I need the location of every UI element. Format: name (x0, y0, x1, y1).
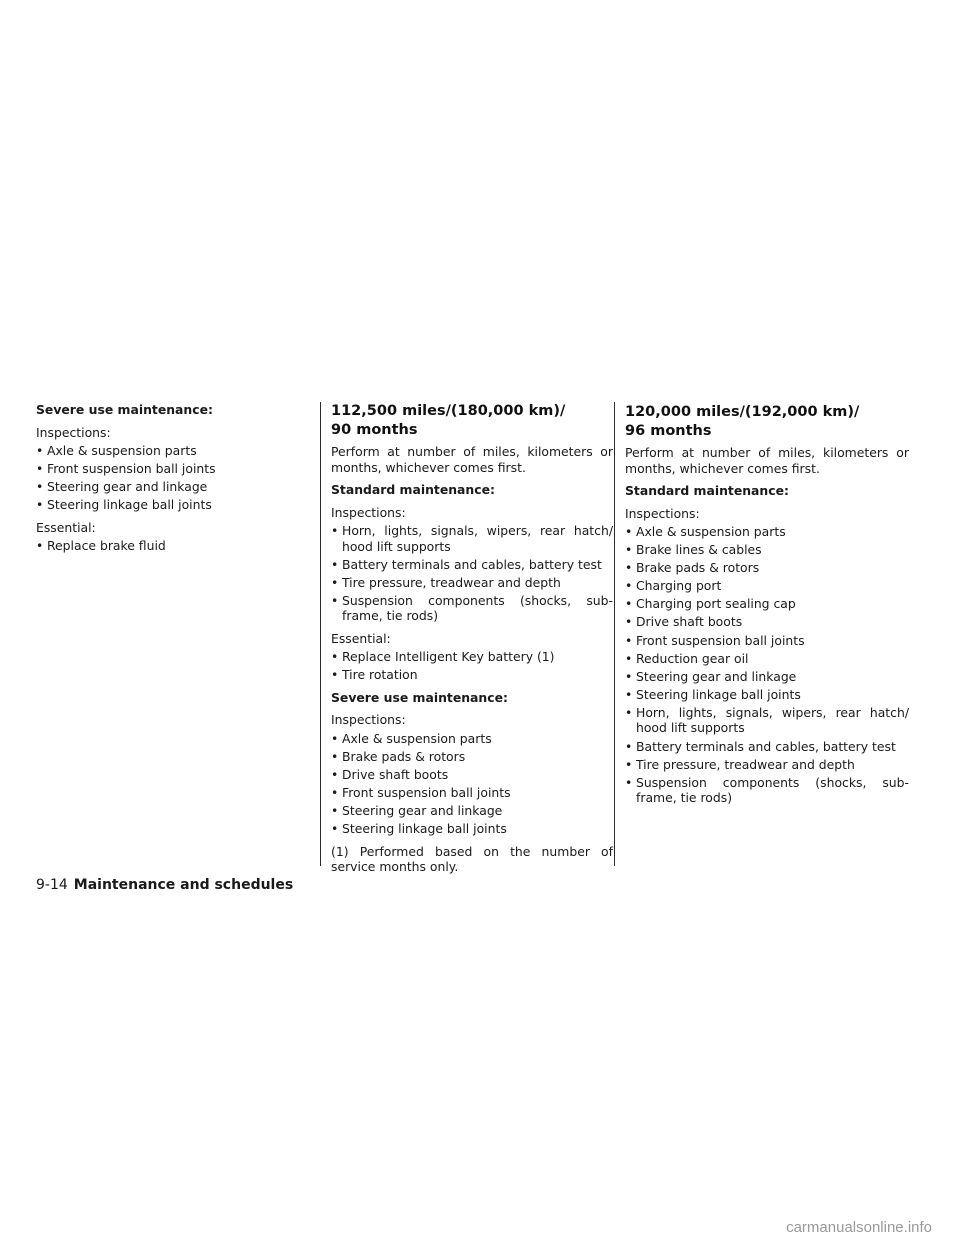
essential-list (331, 649, 613, 683)
list-item: • Brake pads & rotors (625, 560, 909, 576)
list-item: • Steering gear and linkage (36, 479, 298, 495)
list-item: • Steering gear and linkage (625, 669, 909, 685)
essential-label: Essential: (36, 519, 96, 535)
list-item: • Replace Intelligent Key battery (1) (331, 649, 613, 665)
section-title: Maintenance and schedules (73, 877, 294, 893)
inspections-label: Inspections: (331, 712, 406, 728)
page-footer (36, 876, 293, 894)
list-item: • Steering linkage ball joints (331, 821, 613, 837)
essential-list (36, 538, 298, 554)
page-number: 9-14 (36, 877, 68, 893)
list-item: • Front suspension ball joints (36, 461, 298, 477)
list-item: • Battery terminals and cables, battery test (331, 557, 613, 573)
list-item: • Axle & suspension parts (625, 524, 909, 540)
list-item: • Steering linkage ball joints (36, 497, 298, 513)
footnote: (1) Performed based on the number of service months only. (331, 843, 613, 875)
list-item: • Tire rotation (331, 667, 613, 683)
inspections-list (625, 524, 909, 806)
list-item: • Brake pads & rotors (331, 749, 613, 765)
inspections-label: Inspections: (625, 505, 700, 521)
list-item: • Charging port sealing cap (625, 596, 909, 612)
column-3 (614, 402, 909, 866)
intro-text: Perform at number of miles, kilometers or months, whichever comes first. (331, 444, 613, 475)
list-item: • Replace brake fluid (36, 538, 298, 554)
severe-inspections-list (331, 731, 613, 837)
intro-text: Perform at number of miles, kilometers or months, whichever comes first. (625, 445, 909, 476)
column-2 (320, 402, 613, 875)
standard-maintenance-label: Standard maintenance: (625, 483, 789, 498)
severe-use-label: Severe use maintenance: (36, 402, 213, 417)
list-item: • Tire pressure, treadwear and depth (331, 575, 613, 591)
list-item: • Axle & suspension parts (331, 731, 613, 747)
list-item: • Brake lines & cables (625, 542, 909, 558)
list-item: • Steering linkage ball joints (625, 687, 909, 703)
section-heading-120000 (625, 403, 909, 441)
list-item: • Battery terminals and cables, battery test (625, 739, 909, 755)
list-item: • Front suspension ball joints (331, 785, 613, 801)
list-item: • Front suspension ball joints (625, 633, 909, 649)
list-item: • Suspension components (shocks, sub-frame, tie rods) (331, 593, 613, 624)
watermark: carmanualsonline.info (786, 1219, 932, 1236)
inspections-label: Inspections: (36, 424, 111, 440)
list-item: • Drive shaft boots (331, 767, 613, 783)
heading-line: 90 months (331, 422, 418, 438)
list-item: • Charging port (625, 578, 909, 594)
severe-use-label: Severe use maintenance: (331, 689, 508, 705)
list-item: • Axle & suspension parts (36, 443, 298, 459)
list-item: • Steering gear and linkage (331, 803, 613, 819)
heading-line: 96 months (625, 423, 712, 439)
inspections-list (36, 443, 298, 513)
standard-maintenance-label: Standard maintenance: (331, 482, 495, 497)
list-item: • Reduction gear oil (625, 651, 909, 667)
heading-line: 112,500 miles/(180,000 km)/ (331, 403, 566, 419)
inspections-label: Inspections: (331, 504, 406, 520)
column-1 (36, 402, 298, 561)
list-item: • Drive shaft boots (625, 614, 909, 630)
essential-label: Essential: (331, 630, 391, 646)
section-heading-112500 (331, 402, 613, 440)
inspections-list (331, 523, 613, 624)
list-item: • Horn, lights, signals, wipers, rear hatch/ hood lift supports (625, 705, 909, 736)
list-item: • Suspension components (shocks, sub-frame, tie rods) (625, 775, 909, 806)
list-item: • Horn, lights, signals, wipers, rear hatch/ hood lift supports (331, 523, 613, 554)
heading-line: 120,000 miles/(192,000 km)/ (625, 404, 860, 420)
list-item: • Tire pressure, treadwear and depth (625, 757, 909, 773)
